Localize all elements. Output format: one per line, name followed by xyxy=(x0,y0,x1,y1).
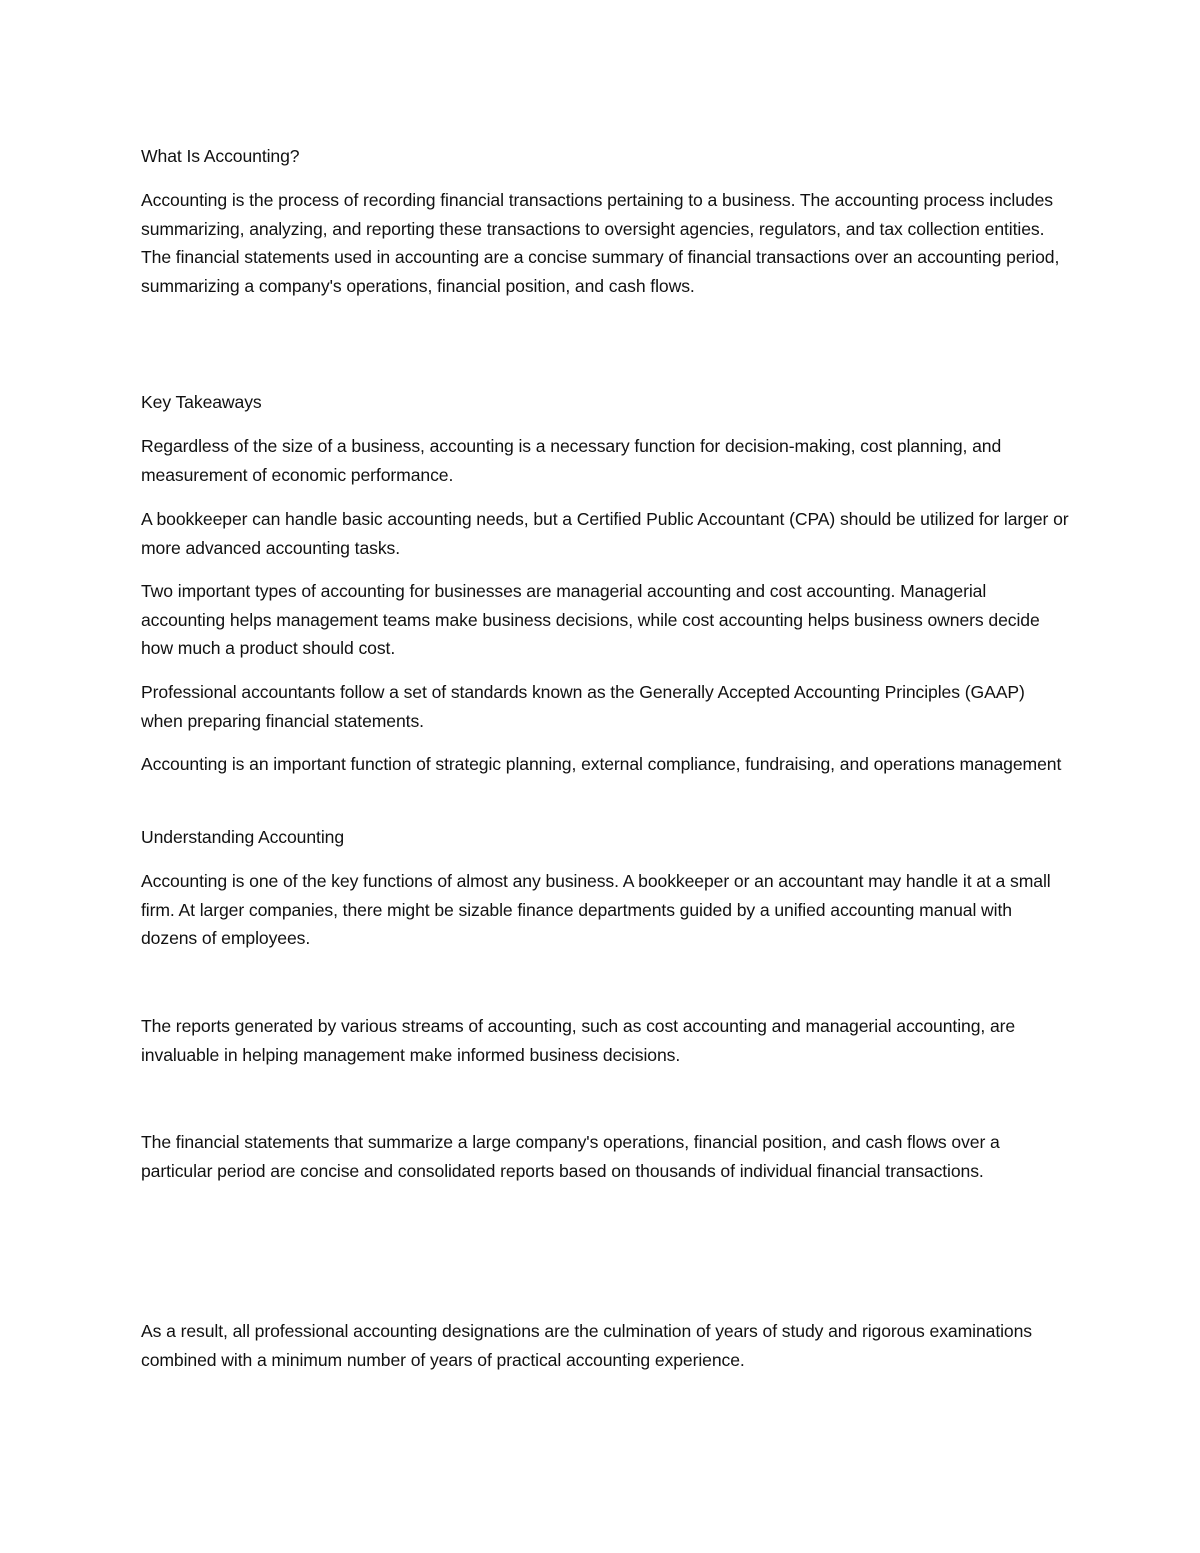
paragraph-4: As a result, all professional accounting designations are the culmination of years of study and rigorous examinations combined with a minimum number of years of practical accounting experience. xyxy=(141,1321,1032,1370)
heading-what-is-accounting: What Is Accounting? xyxy=(141,146,300,166)
takeaway-3: Two important types of accounting for businesses are managerial accounting and cost accounting. Managerial accounting helps management teams make business decisions, while cost accounting helps business owners decide how much a product should cost. xyxy=(141,581,1040,658)
takeaway-5: Accounting is an important function of strategic planning, external compliance, fundraising, and operations management xyxy=(141,754,1062,774)
takeaway-1: Regardless of the size of a business, accounting is a necessary function for decision-making, cost planning, and measurement of economic performance. xyxy=(141,436,1002,485)
takeaway-4: Professional accountants follow a set of standards known as the Generally Accepted Accounting Principles (GAAP) when preparing financial statements. xyxy=(141,682,1025,731)
intro-paragraph: Accounting is the process of recording financial transactions pertaining to a business. The accounting process includes summarizing, analyzing, and reporting these transactions to oversight agencies, regulators, and tax collection entities. The financial statements used in accounting are a concise summary of financial transactions over an accounting period, summarizing a company's operations, financial position, and cash flows. xyxy=(141,190,1060,296)
heading-understanding-accounting: Understanding Accounting xyxy=(141,827,345,847)
paragraph-3: The financial statements that summarize a large company's operations, financial position, and cash flows over a particular period are concise and consolidated reports based on thousands of individual financial transactions. xyxy=(141,1132,1000,1181)
paragraph-1: Accounting is one of the key functions of almost any business. A bookkeeper or an accountant may handle it at a small firm. At larger companies, there might be sizable finance departments guided by a unified accounting manual with dozens of employees. xyxy=(141,871,1051,948)
takeaway-2: A bookkeeper can handle basic accounting needs, but a Certified Public Accountant (CPA) should be utilized for larger or more advanced accounting tasks. xyxy=(141,509,1069,558)
heading-key-takeaways: Key Takeaways xyxy=(141,392,262,412)
paragraph-2: The reports generated by various streams of accounting, such as cost accounting and managerial accounting, are invaluable in helping management make informed business decisions. xyxy=(141,1016,1016,1065)
